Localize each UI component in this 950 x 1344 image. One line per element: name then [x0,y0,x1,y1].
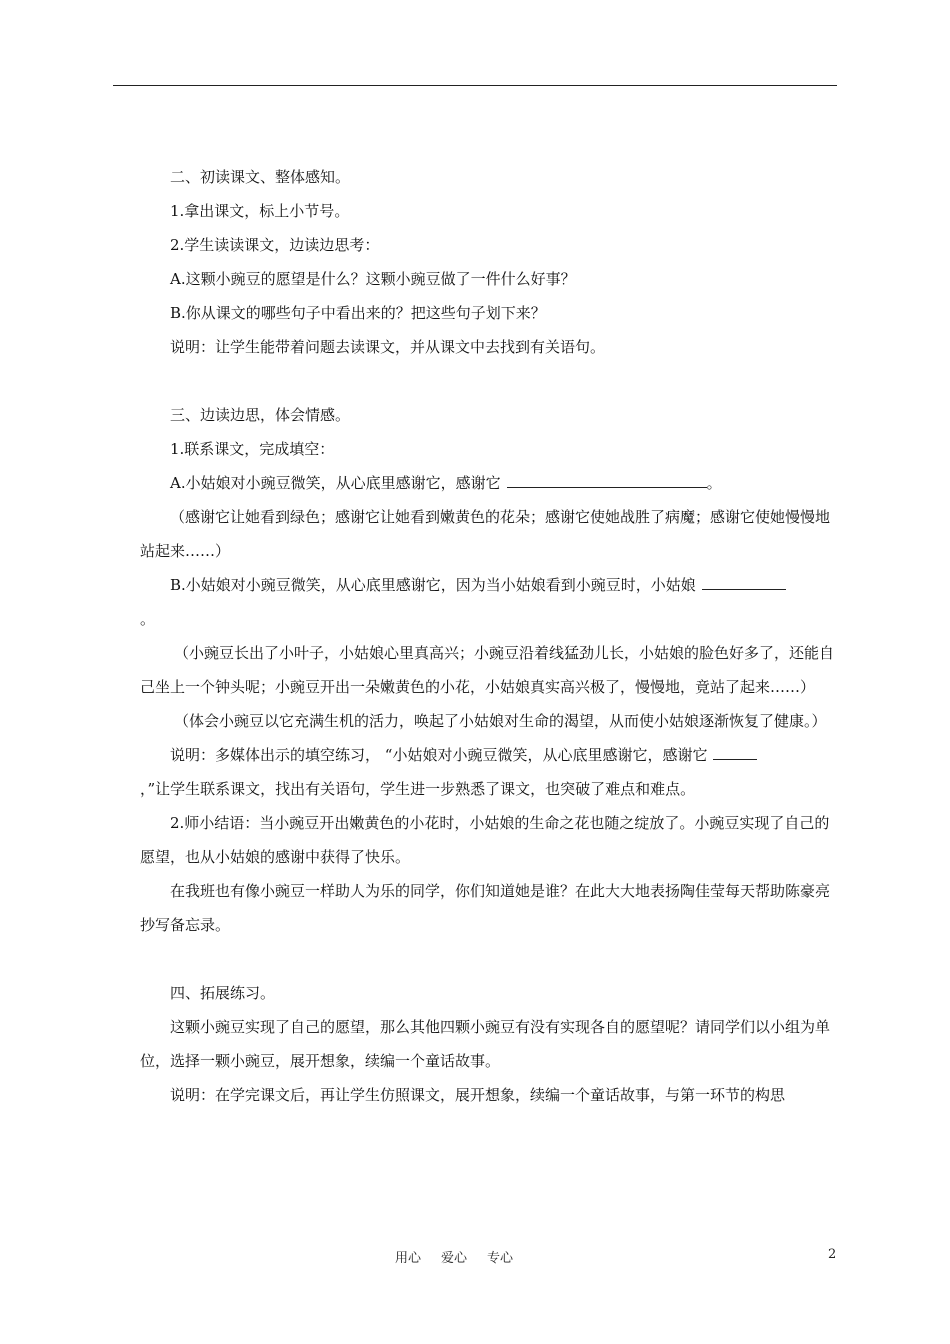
section-3-item-2: 2.师小结语：当小豌豆开出嫩黄色的小花时，小姑娘的生命之花也随之绽放了。小豌豆实现了自己的愿望，也从小姑娘的感谢中获得了快乐。 [140,814,830,866]
page-number: 2 [828,1247,837,1262]
fill-blank-a [140,466,837,500]
footer-motto [395,1247,533,1266]
section-4-task: 这颗小豌豆实现了自己的愿望，那么其他四颗小豌豆有没有实现各自的愿望呢？请同学们以小组为单位，选择一颗小豌豆，展开想象，续编一个童话故事。 [140,1018,831,1070]
fill-blank-a-end: 。 [706,474,722,492]
section-3-item-1: 1.联系课文，完成填空： [170,440,335,458]
blank-line [713,743,757,760]
section-2-item-1: 1.拿出课文，标上小节号。 [170,202,350,220]
answer-a: （感谢它让她看到绿色；感谢它让她看到嫩黄色的花朵；感谢它使她战胜了病魔；感谢它使她慢慢地站起来……） [140,508,831,560]
section-2-question-b: B.你从课文的哪些句子中看出来的？把这些句子划下来？ [170,304,546,322]
insight: （体会小豌豆以它充满生机的活力，唤起了小姑娘对生命的渴望，从而使小姑娘逐渐恢复了健康。） [174,712,827,730]
section-3-note-end: ，”让学生联系课文，找出有关语句，学生进一步熟悉了课文，也突破了难点和难点。 [140,780,696,798]
section-3-note [140,738,837,772]
fill-blank-b [140,568,837,602]
blank-line [702,573,786,590]
document-body [140,160,837,1112]
fill-blank-a-text: A.小姑娘对小豌豆微笑，从心底里感谢它，感谢它 [170,474,501,492]
blank-line [507,471,707,488]
answer-b: （小豌豆长出了小叶子，小姑娘心里真高兴；小豌豆沿着线猛劲儿长，小姑娘的脸色好多了，还能自己坐上一个钟头呢；小豌豆开出一朵嫩黄色的小花，小姑娘真实高兴极了，慢慢地，竟站了起来……） [140,644,835,696]
section-3-note-start: 说明：多媒体出示的填空练习， “小姑娘对小豌豆微笑，从心底里感谢它，感谢它 [170,746,708,764]
section-4-note: 说明：在学完课文后，再让学生仿照课文，展开想象，续编一个童话故事，与第一环节的构思 [170,1086,786,1104]
footer-motto-3: 专心 [487,1251,514,1266]
section-3-heading: 三、边读边思，体会情感。 [170,406,351,424]
fill-blank-b-text: B.小姑娘对小豌豆微笑，从心底里感谢它，因为当小姑娘看到小豌豆时，小姑娘 [170,576,696,594]
class-example: 在我班也有像小豌豆一样助人为乐的同学，你们知道她是谁？在此大大地表扬陶佳莹每天帮助陈豪亮抄写备忘录。 [140,882,831,934]
section-2-item-2: 2.学生读读课文，边读边思考： [170,236,380,254]
section-2-question-a: A.这颗小豌豆的愿望是什么？这颗小豌豆做了一件什么好事？ [170,270,576,288]
section-4-heading: 四、拓展练习。 [170,984,276,1002]
section-2-heading: 二、初读课文、整体感知。 [170,168,351,186]
section-2-note: 说明：让学生能带着问题去读课文，并从课文中去找到有关语句。 [170,338,606,356]
footer-motto-2: 爱心 [441,1251,468,1266]
fill-blank-b-end: 。 [140,610,156,628]
header-rule [113,85,837,86]
footer-motto-1: 用心 [395,1251,422,1266]
